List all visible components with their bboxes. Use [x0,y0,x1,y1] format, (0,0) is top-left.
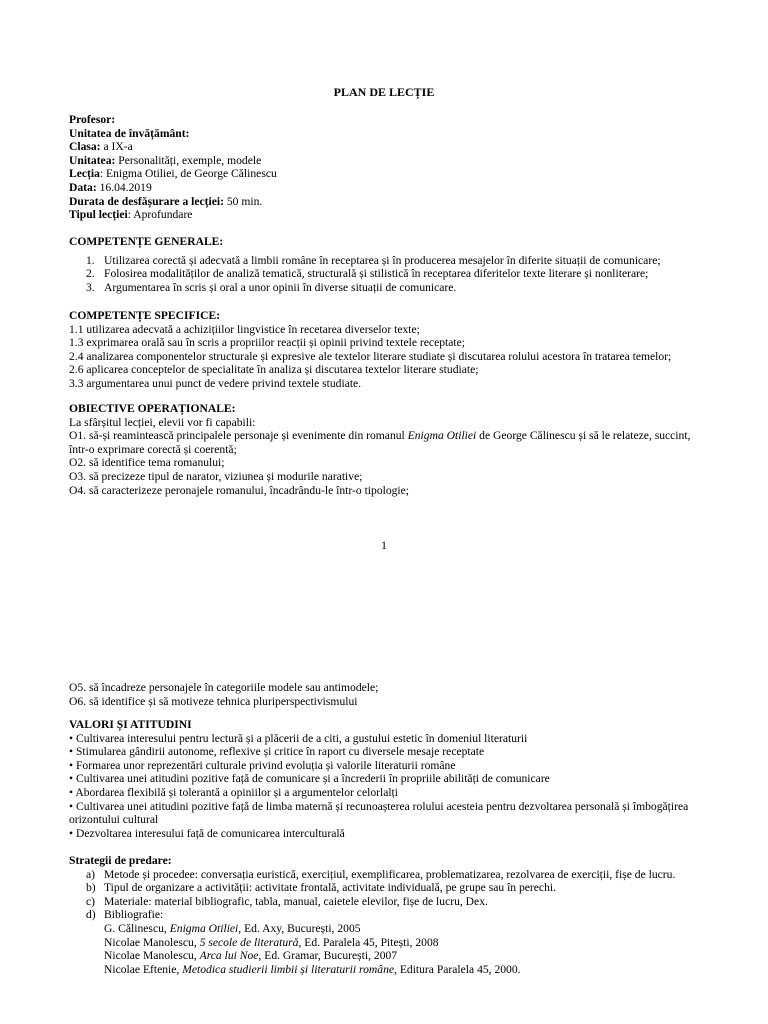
header-durata: Durata de desfășurare a lecției: 50 min. [69,194,263,208]
list-item: 1.1 utilizarea adecvată a achizițiilor lingvistice în recetarea diverselor texte; [69,322,420,336]
header-clasa: Clasa: a IX-a [69,140,133,154]
obiective-section [69,402,708,497]
bibliography-entry: Nicolae Eftenie, Metodica studierii limbii și literaturii române, Editura Paralela 45, 2000. [104,962,521,976]
list-item: 2.4 analizarea componentelor structurale și expresive ale textelor literare studiate și discutarea rolului acestora în tratarea temelor; [69,349,672,363]
list-item: • Dezvoltarea interesului față de comunicarea interculturală [69,826,345,840]
competente-specifice-section [69,309,708,391]
list-item: 2.6 aplicarea conceptelor de specialitate în analiza și discutarea textelor literare studiate; [69,363,479,377]
list-item: 2. Folosirea modalităților de analiză tematică, structurală și stilistică în receptarea diferitelor texte literare și nonliterare; [86,267,649,281]
bibliografie-list [69,922,708,976]
list-item: 1. Utilizarea corectă și adecvată a limbii române în receptarea și în producerea mesajelor în diferite situații de comunicare; [86,253,661,267]
strategii-list [69,868,708,922]
header-lectia: Lecția: Enigma Otiliei, de George Călinescu [69,167,277,181]
list-item: • Stimularea gândirii autonome, reflexive și critice în raport cu diversele mesaje receptate [69,745,485,759]
list-item: 3. Argumentarea în scris și oral a unor opinii în diverse situații de comunicare. [86,280,457,294]
list-item: a) Metode și procedee: conversația euristică, exercițiul, exemplificarea, problematizarea, rezolvarea de exerciții, fișe de lucru. [86,867,676,881]
list-item: 1.3 exprimarea orală sau în scris a propriilor reacții și opinii privind textele receptate; [69,336,465,350]
bibliography-entry: Nicolae Manolescu, Arca lui Noe, Ed. Gramar, București, 2007 [104,949,398,963]
bibliography-entry: Nicolae Manolescu, 5 secole de literatură, Ed. Paralela 45, Pitești, 2008 [104,935,439,949]
header-data: Data: 16.04.2019 [69,180,152,194]
competente-generale-list [69,254,708,295]
list-item: • Cultivarea unei atitudini pozitive față de comunicare și a încrederii în propriile abilități de comunicare [69,772,550,786]
bibliography-entry: G. Călinescu, Enigma Otiliei, Ed. Axy, București, 2005 [104,921,361,935]
competente-specifice-heading: COMPETENȚE SPECIFICE: [69,309,221,322]
objective-o6: O6. să identifice și să motiveze tehnica pluriperspectivismului [69,694,358,708]
header-unitatea: Unitatea: Personalități, exemple, modele [69,153,262,167]
strategii-heading: Strategii de predare: [69,854,172,867]
header-unitatea-invatamant: Unitatea de învățământ: [69,126,190,140]
list-item: b) Tipul de organizare a activității: activitate frontală, activitate individuală, pe grupe sau în perechi. [86,881,556,895]
header-tipul: Tipul lecției: Aprofundare [69,208,193,222]
list-item: • Cultivarea unei atitudini pozitive față de limba maternă și recunoașterea rolului acesteia pentru dezvoltarea personală și îmbogățirea orizontului cultural [69,799,689,827]
strategii-section [69,854,708,976]
objective-o3: O3. să precizeze tipul de narator, viziunea și modurile narative; [69,469,363,483]
list-item: • Cultivarea interesului pentru lectură și a plăcerii de a citi, a gustului estetic în domeniul literaturii [69,731,528,745]
valori-section [69,718,708,840]
page-title: PLAN DE LECȚIE [333,85,435,99]
page-number: 1 [381,538,387,552]
list-item: • Abordarea flexibilă și tolerantă a opiniilor și a argumentelor celorlalți [69,785,399,799]
obiective-heading: OBIECTIVE OPERAȚIONALE: [69,402,236,415]
valori-heading: VALORI ȘI ATITUDINI [69,718,192,731]
valori-list [69,732,708,841]
list-item: • Formarea unor reprezentări culturale privind evoluția și valorile literaturii române [69,758,456,772]
list-item: 3.3 argumentarea unui punct de vedere privind textele studiate. [69,376,362,390]
objective-o4: O4. să caracterizeze peronajele romanului, încadrându-le într-o tipologie; [69,483,410,497]
objective-o2: O2. să identifice tema romanului; [69,456,225,470]
obiective-intro: La sfârșitul lecției, elevii vor fi capabili: [69,415,256,429]
competente-generale-section [69,235,708,294]
lesson-header [69,113,708,222]
objective-o1: O1. să-și reamintească principalele personaje și evenimente din romanul Enigma Otiliei de George Călinescu și să le relateze, succint, într-o exprimare corectă și coerentă; [69,429,691,456]
competente-generale-heading: COMPETENȚE GENERALE: [69,235,224,248]
header-profesor: Profesor: [69,113,116,126]
objective-o5: O5. să încadreze personajele în categoriile modele sau antimodele; [69,681,379,694]
list-item: c) Materiale: material bibliografic, tabla, manual, caietele elevilor, fișe de lucru, Dex. [86,894,488,908]
obiective-continued [69,681,708,708]
list-item: d) Bibliografie: [86,908,164,922]
